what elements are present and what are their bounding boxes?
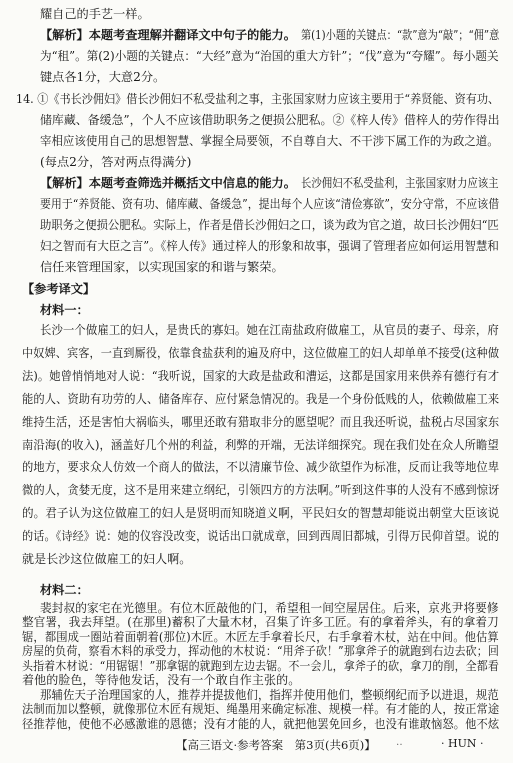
text-line: 要用于“养贤能、资有功、储库藏、备缓急”，提出每个人应该“清俭寡欲”，安分守常，不应该借 [40, 197, 500, 211]
translation-line: 那辅佐天子治理国家的人，推荐并提拔他们，指挥并使用他们，整顿纲纪而予以进退，规范 [40, 687, 499, 702]
analysis-label-2: 【解析】本题考查筛选并概括文中信息的能力。 [40, 176, 296, 190]
footer-dots: ‥ [396, 737, 403, 748]
text-line: 信任来管理国家，以实现国家的和谐与繁荣。 [40, 260, 284, 274]
translation-line: 长沙一个做雇工的妇人，是贵氏的寡妇。她在江南盐政府做雇工，从官员的妻子、母亲，府 [40, 323, 499, 337]
page-footer: 【高三语文·参考答案 第3页(共6页)】 [176, 738, 376, 752]
translation-line: 维持生活，还是害怕大祸临头，哪里还敢有猎取非分的愿望呢？而且我还听说，盐税占尽国家东 [22, 414, 500, 429]
analysis-label-1: 【解析】本题考查理解并翻译文中句子的能力。 [40, 28, 296, 42]
footer-code: · HUN · [441, 737, 484, 750]
text-line: 宰相应该使用自己的思想智慧、掌握全局要领，不自尊自大、不干涉下属工作的为政之道。 [40, 134, 499, 148]
text-line: 妇之智而有大臣之言”。《梓人传》通过梓人的形象和故事，强调了管理者应如何运用智慧和 [40, 239, 499, 253]
translation-line: 锯，都围成一圈站着面朝着(那位)木匠。木匠左手拿着长尺，右手拿着木杖，站在中间。他估算 [22, 629, 499, 644]
material-two-heading: 材料二： [40, 583, 89, 597]
material-one-heading: 材料一： [40, 303, 89, 317]
reference-translation-heading: 【参考译文】 [22, 282, 96, 296]
text-line: 耀自己的手艺一样。 [40, 7, 150, 21]
text-line: 长沙佣妇不私受盐利，主张国家财力应该主 [301, 176, 499, 190]
translation-line: 着他的脸色，等待他发话，没有一个敢自作主张的。 [22, 673, 301, 688]
translation-line: 就是长沙这位做雇工的妇人啊。 [22, 552, 192, 567]
translation-line: 裴封叔的家宅在光德里。有位木匠敲他的门，希望租一间空屋居住。后来，京兆尹将要修 [40, 601, 499, 615]
translation-line: 径推荐他，使他不必感激谁的恩德；没有才能的人，就把他罢免回乡，也没有谁敢恼怒。他不炫 [22, 716, 500, 731]
text-line: 助职务之便损公肥私。实际上，作者是借长沙佣妇之口，谈为政为官之道，故曰长沙佣妇“匹 [40, 218, 499, 232]
text-line: (每点2分，答对两点得满分) [40, 155, 192, 169]
translation-line: 整官署，我去拜望。(在那里)蓄积了大量木材，召集了许多工匠。有的拿着斧头，有的拿着刀 [22, 615, 499, 630]
translation-line: 能的人、资助有功劳的人、储备库存、应付紧急情况的。我是一个身份低贱的人，依赖做雇工来 [22, 391, 500, 406]
translation-line: 的地方，要求众人仿效一个商人的做法，不以清廉节俭、减少欲望作为标准，反而让我等地位卑 [22, 460, 500, 475]
text-line: 储库藏、备缓急”，个人不应该借助职务之便损公肥私。②《梓人传》借梓人的劳作得出 [40, 113, 500, 127]
translation-line: 南沿海(的收入)，涵盖好几个州的利益，利弊的开端，无法详细探究。现在我们处在众人所瞻望 [22, 437, 499, 452]
translation-line: 的话。《诗经》说：她的仪容没改变，说话出口就成章，回到西周旧都城，引得万民仰首望。说的 [22, 529, 500, 544]
text-line: 为“租”。第(2)小题的关键点：“大经”意为“治国的重大方针”；“伐”意为“夸耀”。每小题关 [40, 49, 499, 63]
translation-line: 头指着木材说：“用锯锯！”那拿锯的就跑到左边去锯。不一会儿，拿斧子的砍，拿刀的削，全都看 [22, 658, 499, 673]
translation-line: 的。君子认为这位做雇工的妇人是贤明而知晓道义啊，平民妇女的智慧却能说出朝堂大臣该说 [22, 506, 500, 521]
text-line: 第(1)小题的关键点：“款”意为“敲”；“佣”意 [301, 28, 500, 42]
translation-line: 房屋的负荷，察看木料的承受力，挥动他的木杖说：“用斧子砍！”那拿斧子的就跑到右边去砍；回 [22, 644, 499, 659]
translation-line: 法制而加以整顿，就像那位木匠有规矩、绳墨用来确定标准、规模一样。有才能的人，按正常途 [22, 702, 500, 717]
translation-line: 中奴婢、宾客，一直到厮役，依靠食盐获利的遍及府中，这位做雇工的妇人却单单不接受(这种做 [22, 345, 500, 360]
translation-line: 微的人，贪婪无度，这不是用来建立纲纪，引领四方的方法啊。”听到这件事的人没有不感到惊讶 [22, 483, 500, 498]
answer-14-line: 14. ①《书长沙佣妇》借长沙佣妇不私受盐利之事，主张国家财力应该主要用于“养贤能、资有功、 [16, 92, 500, 106]
text-line: 键点各1分，大意2分。 [40, 70, 166, 84]
translation-line: 法)。她曾悄悄地对人说：“我听说，国家的大政是盐政和漕运，这都是国家用来供养有德行有才 [22, 368, 500, 383]
